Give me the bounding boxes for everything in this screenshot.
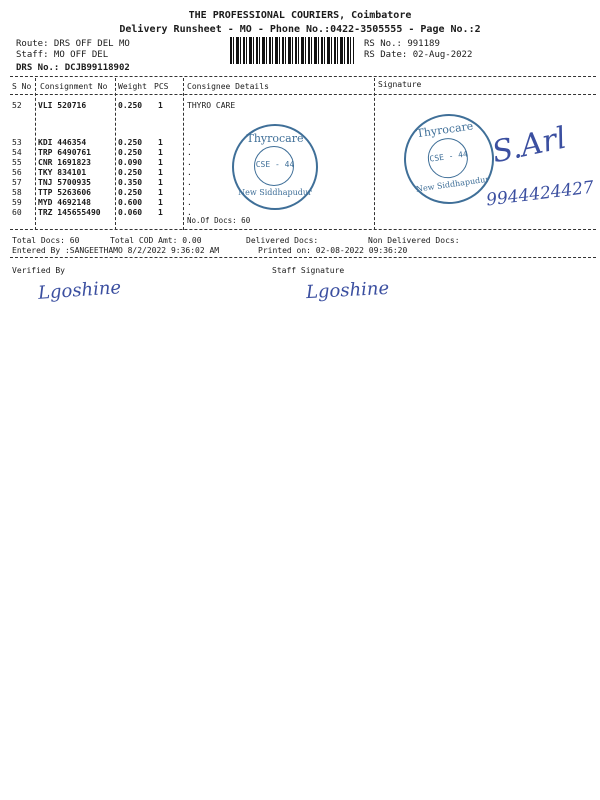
printed-on: Printed on: 02-08-2022 09:36:20 [258,246,408,255]
row-consignee: . [187,208,192,217]
verified-by-signature: Lgoshine [37,277,122,304]
column-header-consignment: Consignment No [40,82,108,91]
row-consignee: . [187,158,192,167]
row-sno: 57 [12,178,22,187]
row-consignment: VLI 520716 [38,101,87,110]
table-row [0,101,600,111]
row-pcs: 1 [158,208,163,217]
divider-line [10,257,596,258]
row-sno: 52 [12,101,22,110]
rs-date: RS Date: 02-Aug-2022 [364,50,473,60]
row-consignment: MYD 4692148 [38,198,91,207]
stamp-center-text: CSE - 44 [255,160,295,169]
row-pcs: 1 [158,178,163,187]
staff-signature: Lgoshine [305,277,390,304]
row-sno: 53 [12,138,22,147]
row-consignee: . [187,168,192,177]
column-header-weight: Weight [118,82,147,91]
row-pcs: 1 [158,168,163,177]
drs-number: DRS No.: DCJB99118902 [16,63,130,73]
stamp-bottom-text: New Siddhapudur [415,174,490,194]
no-of-docs: No.Of Docs: 60 [187,216,251,225]
row-pcs: 1 [158,148,163,157]
entered-by: Entered By :SANGEETHAMO 8/2/2022 9:36:02 AM [12,246,220,255]
staff-signature-label: Staff Signature [272,266,345,275]
row-consignee: THYRO CARE [187,101,236,110]
row-sno: 59 [12,198,22,207]
recipient-phone: 9944424427 [485,177,595,211]
staff-label: Staff: MO OFF DEL [16,50,109,60]
row-pcs: 1 [158,158,163,167]
verified-by-label: Verified By [12,266,65,275]
total-docs: Total Docs: 60 [12,236,80,245]
row-consignee: . [187,188,192,197]
row-consignee: . [187,148,192,157]
row-weight: 0.250 [118,101,143,110]
row-pcs: 1 [158,188,163,197]
row-consignment: TTP 5263606 [38,188,91,197]
divider-line [10,76,596,77]
row-pcs: 1 [158,138,163,147]
row-sno: 56 [12,168,22,177]
row-consignee: . [187,178,192,187]
stamp-top-text: Thyrocare [415,119,475,141]
row-consignment: CNR 1691823 [38,158,91,167]
row-consignee: . [187,198,192,207]
delivered-docs: Delivered Docs: [246,236,319,245]
column-header-sno: S No [12,82,32,91]
row-weight: 0.090 [118,158,143,167]
row-sno: 60 [12,208,22,217]
column-header-pcs: PCS [154,82,169,91]
row-weight: 0.060 [118,208,143,217]
column-header-consignee: Consignee Details [187,82,269,91]
stamp-center-text: CSE - 44 [428,149,469,164]
company-title: THE PROFESSIONAL COURIERS, Coimbatore [188,10,412,21]
row-sno: 54 [12,148,22,157]
row-pcs: 1 [158,198,163,207]
divider-line [10,94,596,95]
non-delivered-docs: Non Delivered Docs: [368,236,460,245]
barcode [230,37,354,64]
table-row [0,208,600,218]
row-weight: 0.350 [118,178,143,187]
stamp-bottom-text: New Siddhapudur [238,188,312,197]
row-pcs: 1 [158,101,163,110]
row-sno: 58 [12,188,22,197]
row-weight: 0.600 [118,198,143,207]
row-consignment: TRZ 145655490 [38,208,101,217]
row-weight: 0.250 [118,148,143,157]
column-header-signature: Signature [378,80,422,89]
row-weight: 0.250 [118,138,143,147]
row-consignment: TRP 6490761 [38,148,91,157]
row-consignment: TNJ 5700935 [38,178,91,187]
row-consignment: KDI 446354 [38,138,87,147]
divider-line [10,229,596,230]
row-weight: 0.250 [118,188,143,197]
runsheet-subtitle: Delivery Runsheet - MO - Phone No.:0422-3505555 - Page No.:2 [119,24,481,35]
rs-number: RS No.: 991189 [364,39,440,49]
row-consignment: TKY 834101 [38,168,87,177]
row-weight: 0.250 [118,168,143,177]
route-label: Route: DRS OFF DEL MO [16,39,130,49]
stamp [232,124,318,210]
total-cod: Total COD Amt: 0.00 [110,236,202,245]
row-consignee: . [187,138,192,147]
row-sno: 55 [12,158,22,167]
recipient-signature: S.Arl [489,120,570,171]
stamp-top-text: Thyrocare [246,132,304,145]
